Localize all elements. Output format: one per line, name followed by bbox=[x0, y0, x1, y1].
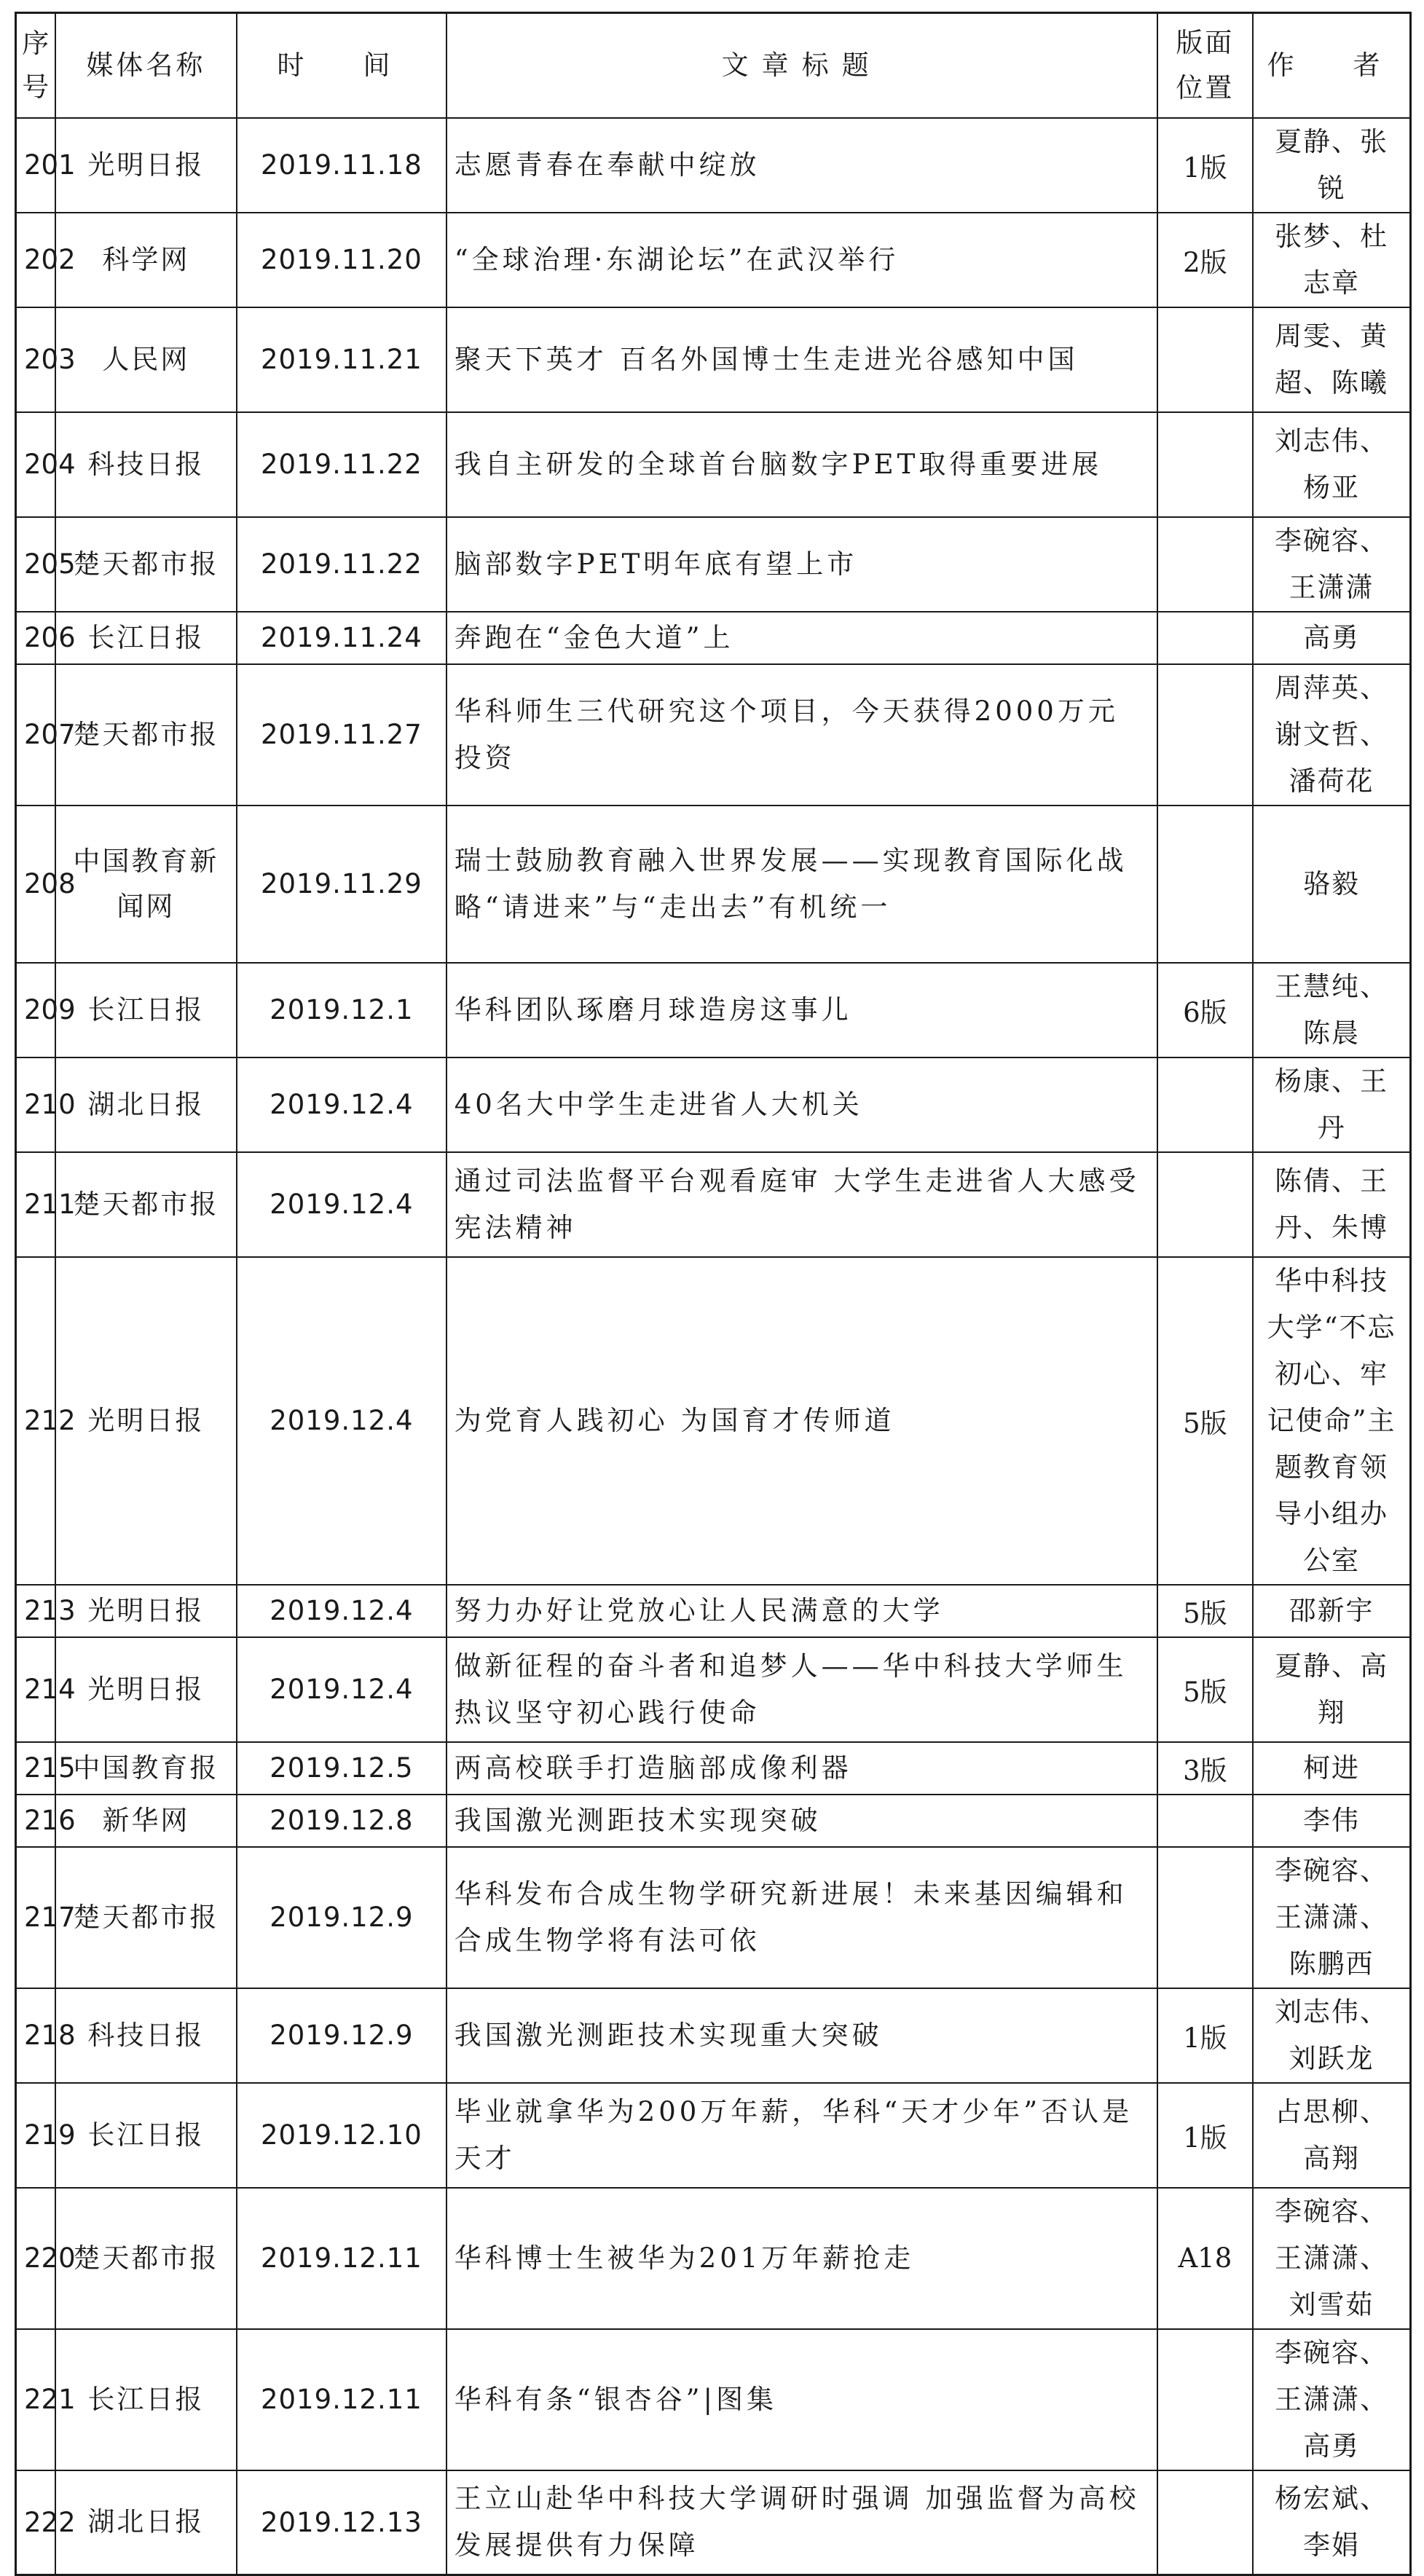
cell-author: 杨宏斌、李娟 bbox=[1253, 2470, 1410, 2575]
cell-media: 楚天都市报 bbox=[55, 1847, 237, 1988]
cell-page bbox=[1157, 2470, 1254, 2575]
cell-index: 205 bbox=[16, 517, 55, 612]
cell-index: 208 bbox=[16, 806, 55, 963]
cell-index: 203 bbox=[16, 307, 55, 412]
cell-title: 华科发布合成生物学研究新进展！未来基因编辑和合成生物学将有法可依 bbox=[447, 1847, 1157, 1988]
cell-media: 新华网 bbox=[55, 1795, 237, 1847]
cell-author: 邵新宇 bbox=[1253, 1585, 1410, 1637]
cell-date: 2019.12.8 bbox=[237, 1795, 447, 1847]
cell-date: 2019.11.21 bbox=[237, 307, 447, 412]
table-row bbox=[16, 1585, 1411, 1637]
cell-media: 楚天都市报 bbox=[55, 2188, 237, 2329]
cell-page bbox=[1157, 806, 1254, 963]
cell-page bbox=[1157, 307, 1254, 412]
cell-author: 高勇 bbox=[1253, 612, 1410, 664]
cell-author: 陈倩、王丹、朱博 bbox=[1253, 1152, 1410, 1257]
cell-date: 2019.12.4 bbox=[237, 1585, 447, 1637]
cell-title: 华科师生三代研究这个项目，今天获得2000万元投资 bbox=[447, 664, 1157, 806]
cell-title: 做新征程的奋斗者和追梦人——华中科技大学师生热议坚守初心践行使命 bbox=[447, 1637, 1157, 1742]
cell-title: 瑞士鼓励教育融入世界发展——实现教育国际化战略“请进来”与“走出去”有机统一 bbox=[447, 806, 1157, 963]
table-row bbox=[16, 517, 1411, 612]
cell-date: 2019.11.20 bbox=[237, 213, 447, 307]
cell-author: 华中科技大学“不忘初心、牢记使命”主题教育领导小组办公室 bbox=[1253, 1257, 1410, 1585]
cell-title: 为党育人践初心 为国育才传师道 bbox=[447, 1257, 1157, 1585]
cell-index: 213 bbox=[16, 1585, 55, 1637]
cell-title: 两高校联手打造脑部成像利器 bbox=[447, 1742, 1157, 1795]
cell-title: 40名大中学生走进省人大机关 bbox=[447, 1057, 1157, 1152]
cell-page: 5版 bbox=[1157, 1257, 1254, 1585]
cell-index: 218 bbox=[16, 1988, 55, 2083]
cell-index: 220 bbox=[16, 2188, 55, 2329]
cell-title: 通过司法监督平台观看庭审 大学生走进省人大感受宪法精神 bbox=[447, 1152, 1157, 1257]
cell-title: 脑部数字PET明年底有望上市 bbox=[447, 517, 1157, 612]
cell-title: 王立山赴华中科技大学调研时强调 加强监督为高校发展提供有力保障 bbox=[447, 2470, 1157, 2575]
cell-title: 华科博士生被华为201万年薪抢走 bbox=[447, 2188, 1157, 2329]
cell-index: 214 bbox=[16, 1637, 55, 1742]
cell-page bbox=[1157, 517, 1254, 612]
cell-title: 我国激光测距技术实现突破 bbox=[447, 1795, 1157, 1847]
cell-date: 2019.11.24 bbox=[237, 612, 447, 664]
cell-index: 212 bbox=[16, 1257, 55, 1585]
header-row bbox=[16, 13, 1411, 118]
cell-title: 毕业就拿华为200万年薪，华科“天才少年”否认是天才 bbox=[447, 2083, 1157, 2188]
cell-date: 2019.12.4 bbox=[237, 1152, 447, 1257]
cell-media: 光明日报 bbox=[55, 118, 237, 213]
cell-index: 221 bbox=[16, 2329, 55, 2470]
cell-author: 王慧纯、陈晨 bbox=[1253, 963, 1410, 1057]
cell-page bbox=[1157, 1847, 1254, 1988]
cell-author: 占思柳、高翔 bbox=[1253, 2083, 1410, 2188]
cell-title: “全球治理·东湖论坛”在武汉举行 bbox=[447, 213, 1157, 307]
cell-index: 210 bbox=[16, 1057, 55, 1152]
cell-page: 1版 bbox=[1157, 1988, 1254, 2083]
cell-page bbox=[1157, 1152, 1254, 1257]
table-row bbox=[16, 2188, 1411, 2329]
table-row bbox=[16, 2083, 1411, 2188]
cell-media: 中国教育报 bbox=[55, 1742, 237, 1795]
cell-date: 2019.12.5 bbox=[237, 1742, 447, 1795]
cell-page: A18 bbox=[1157, 2188, 1254, 2329]
cell-index: 219 bbox=[16, 2083, 55, 2188]
cell-date: 2019.12.1 bbox=[237, 963, 447, 1057]
cell-media: 科学网 bbox=[55, 213, 237, 307]
cell-author: 柯进 bbox=[1253, 1742, 1410, 1795]
cell-index: 207 bbox=[16, 664, 55, 806]
cell-index: 204 bbox=[16, 412, 55, 517]
cell-author: 张梦、杜志章 bbox=[1253, 213, 1410, 307]
table-row bbox=[16, 2329, 1411, 2470]
table-row bbox=[16, 1742, 1411, 1795]
cell-title: 我自主研发的全球首台脑数字PET取得重要进展 bbox=[447, 412, 1157, 517]
table-row bbox=[16, 1988, 1411, 2083]
cell-author: 李碗容、王潇潇、陈鹏西 bbox=[1253, 1847, 1410, 1988]
table-row bbox=[16, 1152, 1411, 1257]
header-author: 作 者 bbox=[1253, 13, 1410, 118]
table-row bbox=[16, 664, 1411, 806]
cell-media: 楚天都市报 bbox=[55, 517, 237, 612]
cell-date: 2019.12.11 bbox=[237, 2188, 447, 2329]
cell-page: 2版 bbox=[1157, 213, 1254, 307]
cell-author: 杨康、王丹 bbox=[1253, 1057, 1410, 1152]
cell-date: 2019.11.22 bbox=[237, 517, 447, 612]
cell-page bbox=[1157, 1795, 1254, 1847]
cell-date: 2019.11.18 bbox=[237, 118, 447, 213]
table-body bbox=[16, 118, 1411, 2575]
cell-media: 光明日报 bbox=[55, 1585, 237, 1637]
cell-date: 2019.12.9 bbox=[237, 1988, 447, 2083]
cell-title: 我国激光测距技术实现重大突破 bbox=[447, 1988, 1157, 2083]
cell-title: 志愿青春在奉献中绽放 bbox=[447, 118, 1157, 213]
table-row bbox=[16, 1637, 1411, 1742]
cell-author: 骆毅 bbox=[1253, 806, 1410, 963]
cell-date: 2019.12.4 bbox=[237, 1637, 447, 1742]
table-row bbox=[16, 1057, 1411, 1152]
cell-page: 3版 bbox=[1157, 1742, 1254, 1795]
cell-date: 2019.12.10 bbox=[237, 2083, 447, 2188]
table-row bbox=[16, 963, 1411, 1057]
cell-author: 刘志伟、刘跃龙 bbox=[1253, 1988, 1410, 2083]
table-row bbox=[16, 118, 1411, 213]
cell-author: 李碗容、王潇潇、刘雪茹 bbox=[1253, 2188, 1410, 2329]
table-row bbox=[16, 412, 1411, 517]
cell-date: 2019.12.11 bbox=[237, 2329, 447, 2470]
cell-index: 201 bbox=[16, 118, 55, 213]
cell-page bbox=[1157, 1057, 1254, 1152]
cell-index: 206 bbox=[16, 612, 55, 664]
cell-media: 光明日报 bbox=[55, 1637, 237, 1742]
cell-page: 5版 bbox=[1157, 1637, 1254, 1742]
header-page: 版面位置 bbox=[1157, 13, 1254, 118]
cell-title: 努力办好让党放心让人民满意的大学 bbox=[447, 1585, 1157, 1637]
cell-index: 209 bbox=[16, 963, 55, 1057]
cell-author: 李碗容、王潇潇、高勇 bbox=[1253, 2329, 1410, 2470]
cell-media: 楚天都市报 bbox=[55, 1152, 237, 1257]
cell-page: 5版 bbox=[1157, 1585, 1254, 1637]
cell-page: 1版 bbox=[1157, 118, 1254, 213]
table-row bbox=[16, 1847, 1411, 1988]
cell-date: 2019.12.4 bbox=[237, 1257, 447, 1585]
cell-media: 长江日报 bbox=[55, 963, 237, 1057]
cell-index: 222 bbox=[16, 2470, 55, 2575]
cell-media: 人民网 bbox=[55, 307, 237, 412]
cell-author: 周萍英、谢文哲、潘荷花 bbox=[1253, 664, 1410, 806]
cell-index: 211 bbox=[16, 1152, 55, 1257]
table-row bbox=[16, 612, 1411, 664]
cell-title: 聚天下英才 百名外国博士生走进光谷感知中国 bbox=[447, 307, 1157, 412]
cell-index: 202 bbox=[16, 213, 55, 307]
cell-page bbox=[1157, 664, 1254, 806]
cell-page: 1版 bbox=[1157, 2083, 1254, 2188]
header-index: 序号 bbox=[16, 13, 55, 118]
table-row bbox=[16, 1257, 1411, 1585]
header-media: 媒体名称 bbox=[55, 13, 237, 118]
cell-date: 2019.12.9 bbox=[237, 1847, 447, 1988]
cell-author: 夏静、高翔 bbox=[1253, 1637, 1410, 1742]
cell-date: 2019.11.27 bbox=[237, 664, 447, 806]
table-row bbox=[16, 1795, 1411, 1847]
cell-date: 2019.11.29 bbox=[237, 806, 447, 963]
cell-title: 华科有条“银杏谷”|图集 bbox=[447, 2329, 1157, 2470]
cell-date: 2019.12.13 bbox=[237, 2470, 447, 2575]
header-date: 时 间 bbox=[237, 13, 447, 118]
cell-media: 楚天都市报 bbox=[55, 664, 237, 806]
cell-title: 华科团队琢磨月球造房这事儿 bbox=[447, 963, 1157, 1057]
table-row bbox=[16, 307, 1411, 412]
cell-author: 刘志伟、杨亚 bbox=[1253, 412, 1410, 517]
cell-media: 长江日报 bbox=[55, 2329, 237, 2470]
table-row bbox=[16, 2470, 1411, 2575]
cell-media: 光明日报 bbox=[55, 1257, 237, 1585]
cell-media: 科技日报 bbox=[55, 1988, 237, 2083]
cell-media: 长江日报 bbox=[55, 612, 237, 664]
cell-page bbox=[1157, 2329, 1254, 2470]
media-coverage-table bbox=[15, 12, 1412, 2576]
cell-index: 217 bbox=[16, 1847, 55, 1988]
cell-page: 6版 bbox=[1157, 963, 1254, 1057]
cell-index: 216 bbox=[16, 1795, 55, 1847]
cell-page bbox=[1157, 412, 1254, 517]
cell-media: 湖北日报 bbox=[55, 1057, 237, 1152]
cell-media: 湖北日报 bbox=[55, 2470, 237, 2575]
cell-media: 中国教育新闻网 bbox=[55, 806, 237, 963]
cell-author: 李伟 bbox=[1253, 1795, 1410, 1847]
table-row bbox=[16, 806, 1411, 963]
cell-index: 215 bbox=[16, 1742, 55, 1795]
cell-media: 长江日报 bbox=[55, 2083, 237, 2188]
cell-media: 科技日报 bbox=[55, 412, 237, 517]
cell-title: 奔跑在“金色大道”上 bbox=[447, 612, 1157, 664]
table-row bbox=[16, 213, 1411, 307]
cell-date: 2019.12.4 bbox=[237, 1057, 447, 1152]
cell-author: 夏静、张锐 bbox=[1253, 118, 1410, 213]
cell-page bbox=[1157, 612, 1254, 664]
header-title: 文章标题 bbox=[447, 13, 1157, 118]
cell-author: 周雯、黄超、陈曦 bbox=[1253, 307, 1410, 412]
cell-author: 李碗容、王潇潇 bbox=[1253, 517, 1410, 612]
cell-date: 2019.11.22 bbox=[237, 412, 447, 517]
